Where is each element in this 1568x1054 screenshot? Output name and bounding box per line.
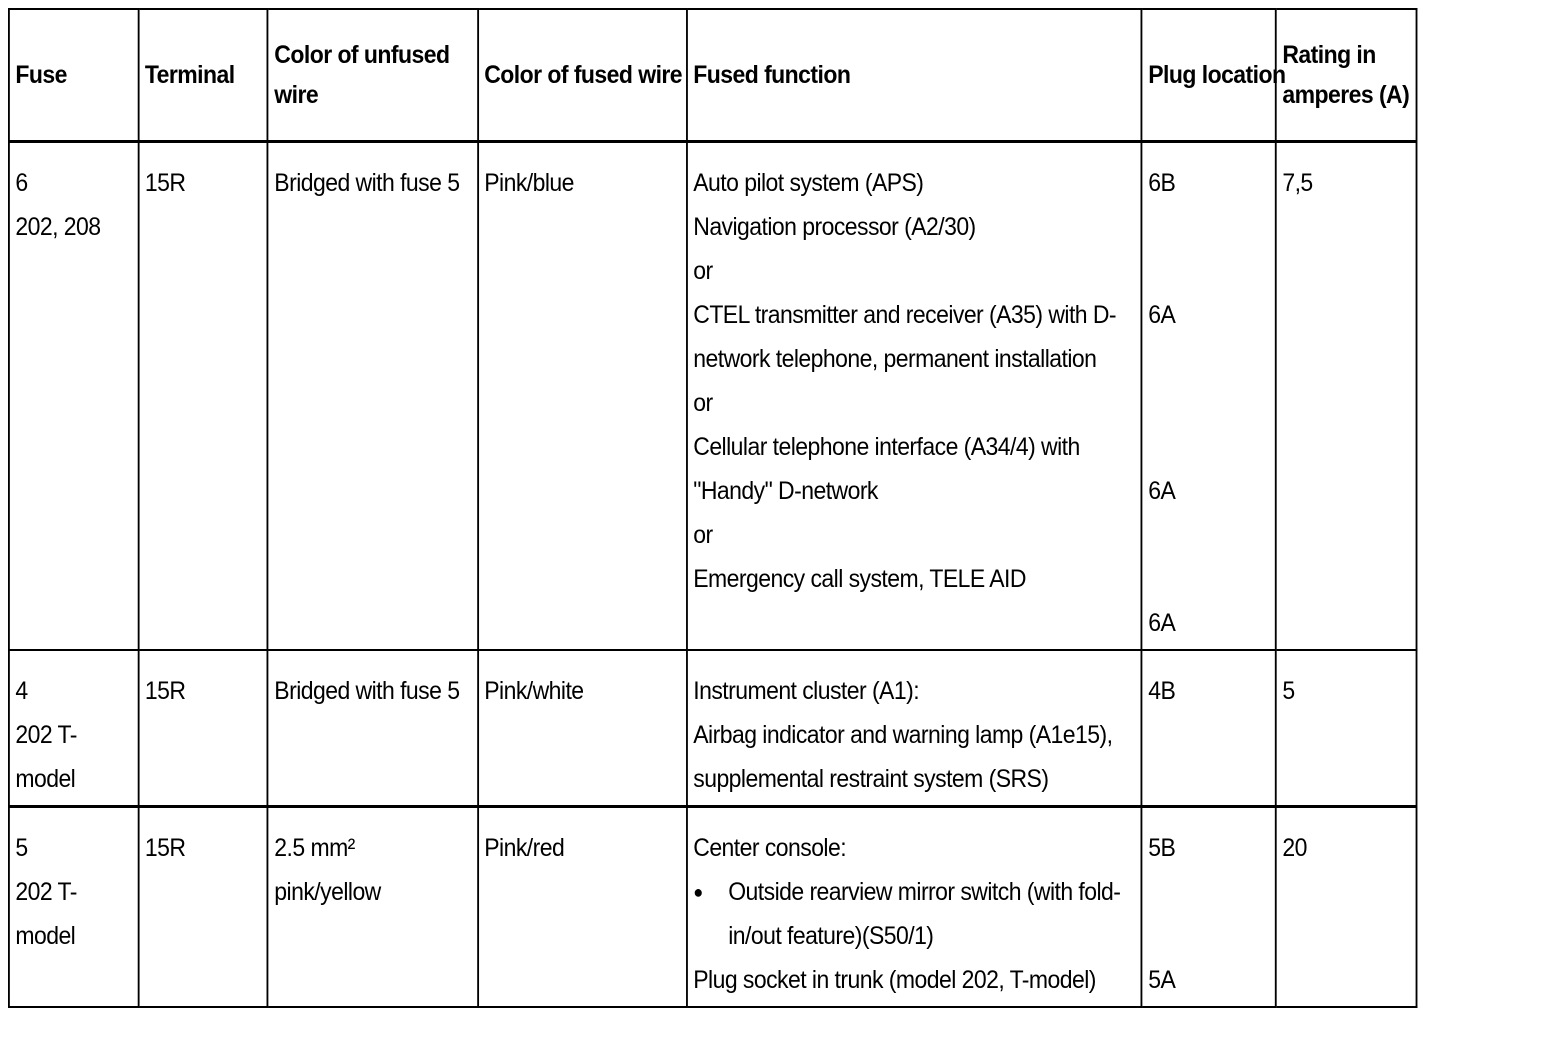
cell-plug-location [1142,650,1276,807]
fuse-number: 4 [15,677,28,705]
function-or: or [693,389,713,417]
cell-fuse [9,650,138,807]
fuse-model: 202 T- [15,721,77,749]
cell-unfused-wire [268,807,478,1008]
function-line: Emergency call system, TELE AID [693,565,1026,593]
plug-value: 6B [1148,169,1176,197]
header-fused-function: Fused function [687,9,1142,142]
function-line: Cellular telephone interface (A34/4) with "Handy" D-network [693,433,1080,505]
cell-rating: 7,5 [1276,142,1417,651]
cell-fused-wire: Pink/white [478,650,687,807]
header-fuse: Fuse [9,9,138,142]
cell-rating: 20 [1276,807,1417,1008]
plug-value: 5A [1148,966,1176,994]
function-line: Instrument cluster (A1): [693,677,920,705]
header-rating: Rating in amperes (A) [1276,9,1417,142]
cell-unfused-wire [268,650,478,807]
plug-value: 6A [1148,301,1176,329]
fuse-model: model [15,922,76,950]
plug-value: 6A [1148,609,1176,637]
header-unfused-wire: Color of unfused wire [268,9,478,142]
cell-fused-function [687,807,1142,1008]
cell-terminal: 15R [138,650,267,807]
fuse-model: 202, 208 [15,213,101,241]
cell-fused-function [687,650,1142,807]
function-line: Plug socket in trunk (model 202, T-model) [693,966,1096,994]
fuse-number: 5 [15,834,28,862]
fuse-model: model [15,765,76,793]
cell-unfused-wire [268,142,478,651]
unfused-wire-text: Bridged with fuse 5 [274,169,460,197]
fuse-table [8,8,1417,1008]
function-line: Navigation processor (A2/30) [693,213,976,241]
cell-fused-function [687,142,1142,651]
cell-fused-wire: Pink/blue [478,142,687,651]
plug-value: 4B [1148,677,1176,705]
fuse-model: 202 T- [15,878,77,906]
cell-terminal: 15R [138,807,267,1008]
table-row [9,650,1417,807]
function-line: Auto pilot system (APS) [693,169,924,197]
header-fused-wire: Color of fused wire [478,9,687,142]
table-row [9,807,1417,1008]
cell-terminal: 15R [138,142,267,651]
cell-fuse [9,142,138,651]
function-bullet-item: ● Outside rearview mirror switch (with fold-in/out feature)(S50/1) [693,870,1135,958]
unfused-wire-text: pink/yellow [274,878,381,906]
cell-rating: 5 [1276,650,1417,807]
function-line: Center console: [693,834,847,862]
header-plug-location: Plug location [1142,9,1276,142]
unfused-wire-text: 2.5 mm² [274,834,355,862]
header-row [9,9,1417,142]
function-line: Airbag indicator and warning lamp (A1e15), supplemental restraint system (SRS) [693,721,1113,793]
cell-fuse [9,807,138,1008]
unfused-wire-text: Bridged with fuse 5 [274,677,460,705]
function-or: or [693,521,713,549]
table-row [9,142,1417,651]
header-terminal: Terminal [138,9,267,142]
plug-value: 6A [1148,477,1176,505]
function-line: CTEL transmitter and receiver (A35) with D-network telephone, permanent installation [693,301,1117,373]
plug-value: 5B [1148,834,1176,862]
cell-plug-location [1142,807,1276,1008]
function-or: or [693,257,713,285]
cell-plug-location [1142,142,1276,651]
fuse-number: 6 [15,169,28,197]
cell-fused-wire: Pink/red [478,807,687,1008]
